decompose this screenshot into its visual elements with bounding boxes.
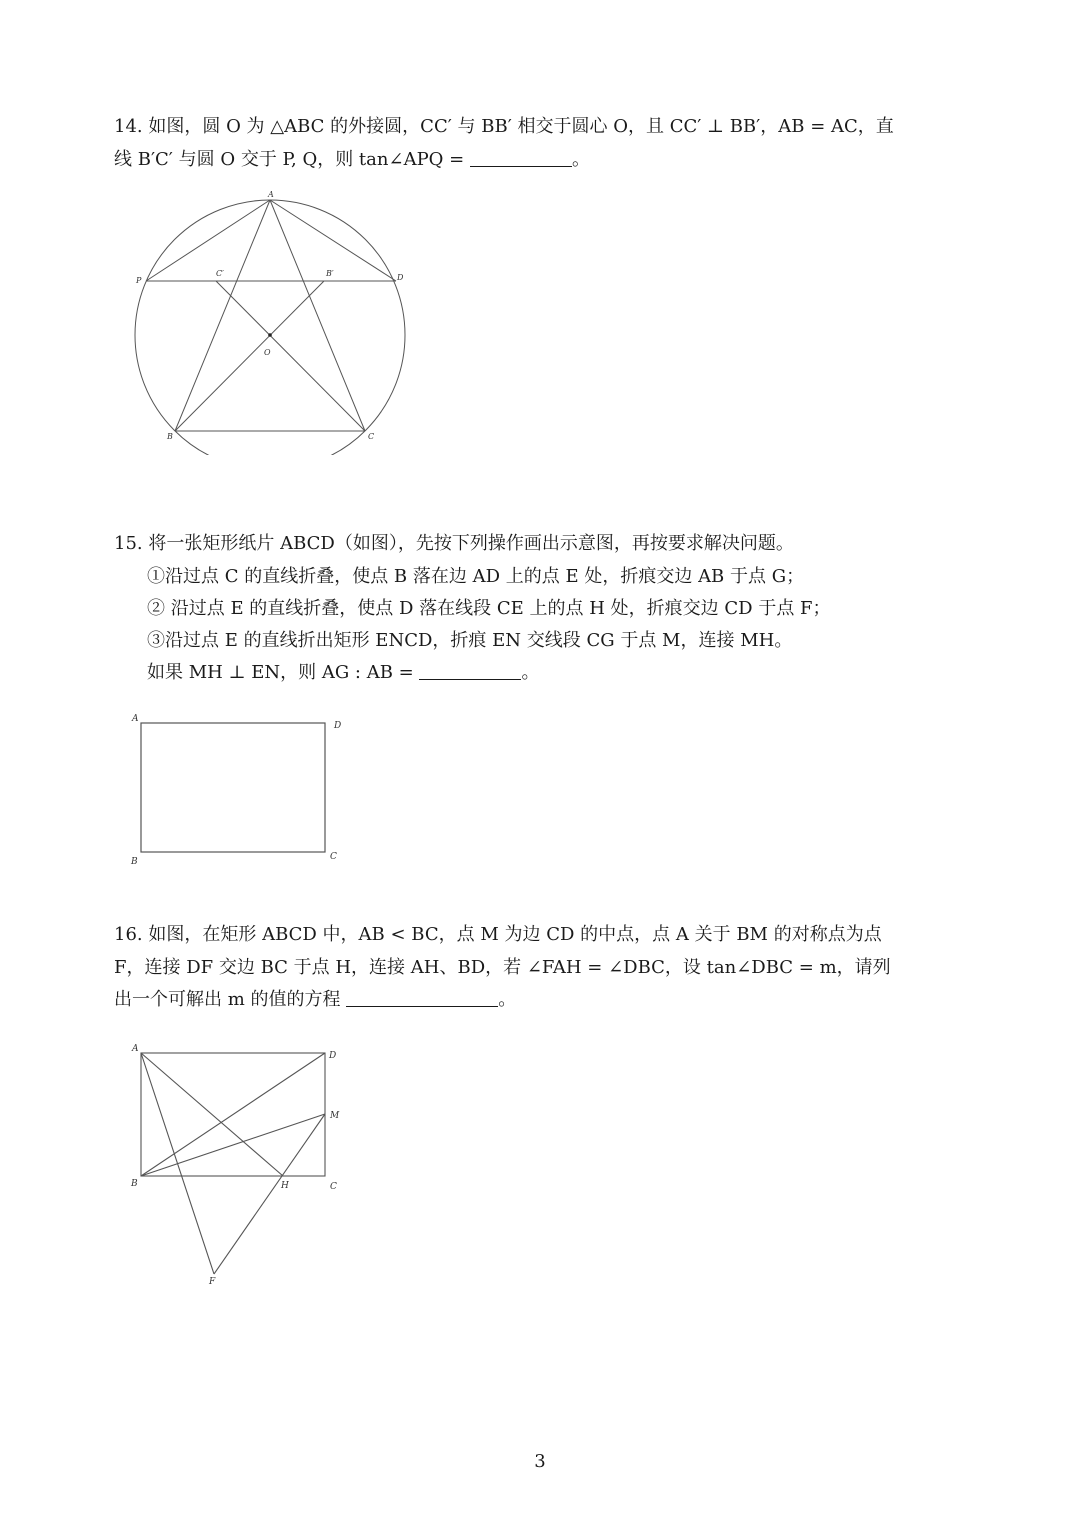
q15-step-1: ①沿过点 C 的直线折叠，使点 B 落在边 AD 上的点 E 处，折痕交边 AB 于点 G； (147, 566, 805, 587)
q14-segment-bb1 (175, 281, 324, 431)
q14-label-a: A (268, 190, 274, 199)
q16-line-1: 16. 如图，在矩形 ABCD 中，AB < BC，点 M 为边 CD 的中点，点 A 关于 BM 的对称点为点 (114, 924, 882, 945)
q16-label-h: H (281, 1181, 289, 1191)
q16-segment-ah (141, 1053, 283, 1176)
q14-figure (125, 185, 425, 455)
q15-question-end: 。 (521, 662, 540, 683)
q15-line-1: 15. 将一张矩形纸片 ABCD（如图），先按下列操作画出示意图，再按要求解决问题。 (114, 533, 794, 554)
q16-segment-bm (141, 1114, 325, 1176)
q14-segment-ap (146, 200, 270, 281)
q16-line-3-end: 。 (498, 989, 517, 1010)
q14-line-2-end: 。 (571, 149, 590, 170)
q15-answer-blank (419, 661, 521, 680)
q16-line-3-text: 出一个可解出 m 的值的方程 (114, 989, 341, 1010)
q16-segment-bd (141, 1053, 325, 1176)
q15-rectangle (141, 723, 325, 852)
q14-center-point (268, 333, 272, 337)
q14-label-c: C (368, 432, 375, 441)
q14-line-2 (114, 148, 590, 172)
q14-line-1: 14. 如图，圆 O 为 △ABC 的外接圆，CC′ 与 BB′ 相交于圆心 O，且 CC′ ⊥ BB′，AB = AC，直 (114, 116, 894, 137)
q16-label-b: B (131, 1179, 138, 1189)
q15-step-2: ② 沿过点 E 的直线折叠，使点 D 落在线段 CE 上的点 H 处，折痕交边 CD 于点 F； (147, 598, 831, 619)
q14-segment-cc1 (216, 281, 365, 431)
q14-segment-ac (270, 200, 365, 431)
q14-label-c1: C′ (216, 269, 224, 278)
q15-question-text: 如果 MH ⊥ EN，则 AG : AB = (147, 662, 414, 683)
q15-figure (125, 708, 355, 868)
q14-segment-ab (175, 200, 270, 431)
q16-label-d: D (329, 1051, 337, 1061)
q14-label-b1: B′ (326, 269, 334, 278)
q14-line-2-text: 线 B′C′ 与圆 O 交于 P, Q，则 tan∠APQ = (114, 149, 465, 170)
q15-label-b: B (131, 857, 138, 867)
q14-answer-blank (470, 148, 572, 167)
q16-line-3 (114, 988, 516, 1012)
q15-step-3: ③沿过点 E 的直线折出矩形 ENCD，折痕 EN 交线段 CG 于点 M，连接 MH。 (147, 630, 793, 651)
q16-label-m: M (330, 1111, 340, 1121)
q15-question (147, 661, 539, 685)
q14-circle (135, 200, 405, 455)
q15-label-a: A (132, 714, 139, 724)
q16-segment-af (141, 1053, 214, 1274)
q16-answer-blank (346, 988, 498, 1007)
q15-label-d: D (334, 721, 342, 731)
q14-label-d: D (397, 273, 404, 282)
q16-line-2: F，连接 DF 交边 BC 于点 H，连接 AH、BD，若 ∠FAH = ∠DBC，设 tan∠DBC = m，请列 (114, 957, 891, 978)
q14-label-o: O (264, 348, 271, 357)
q16-label-c: C (330, 1182, 337, 1192)
q16-label-f: F (209, 1277, 216, 1287)
q16-figure (125, 1038, 355, 1288)
page-number: 3 (534, 1451, 546, 1472)
q15-label-c: C (330, 852, 337, 862)
q14-label-p: P (136, 276, 142, 285)
q14-label-b: B (167, 432, 173, 441)
q16-label-a: A (132, 1044, 139, 1054)
q16-segment-df (214, 1114, 325, 1274)
